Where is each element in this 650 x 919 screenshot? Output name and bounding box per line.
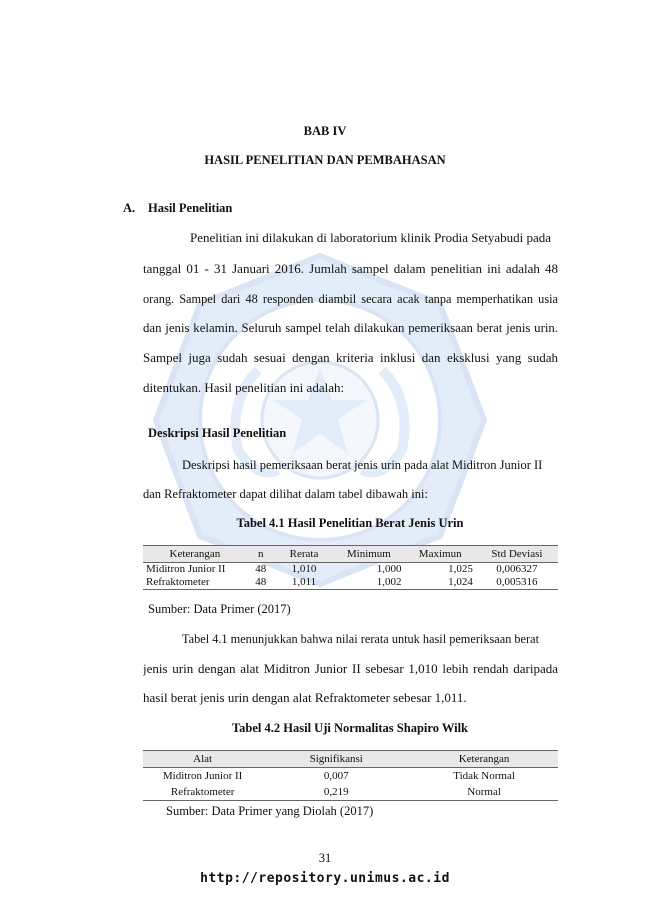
table-cell: 0,219: [262, 784, 410, 801]
table-row: [143, 563, 558, 577]
table-row: [143, 784, 558, 801]
table-row: [143, 768, 558, 785]
table-cell: 1,025: [448, 563, 473, 575]
table-cell: 0,005316: [476, 576, 558, 590]
table1-caption: Tabel 4.1 Hasil Penelitian Berat Jenis Urin: [236, 516, 464, 530]
chapter-number: BAB IV: [303, 124, 347, 138]
table-cell: 0,006327: [496, 563, 538, 575]
table-cell: 1,024: [405, 576, 476, 590]
paragraph-line: Sampel juga sudah sesuai dengan kriteria inklusi dan eksklusi yang sudah: [143, 350, 558, 365]
repository-url: http://repository.unimus.ac.id: [200, 871, 450, 886]
table-cell: Normal: [410, 784, 558, 801]
column-header: Std Deviasi: [476, 546, 558, 563]
paragraph-line: dan Refraktometer dapat dilihat dalam tabel dibawah ini:: [143, 487, 428, 501]
paragraph-line: jenis urin dengan alat Miditron Junior II sebesar 1,010 lebih rendah daripada: [143, 661, 558, 676]
table-cell: Miditron Junior II: [162, 770, 243, 782]
table-cell: Refraktometer: [143, 784, 262, 801]
paragraph-line: Penelitian ini dilakukan di laboratorium klinik Prodia Setyabudi pada: [190, 230, 552, 245]
column-header: Keterangan: [143, 546, 247, 563]
column-header: Rerata: [275, 546, 333, 563]
chapter-title: HASIL PENELITIAN DAN PEMBAHASAN: [204, 153, 446, 167]
table-cell: 1,010: [291, 563, 317, 575]
table-cell: 48: [247, 576, 275, 590]
column-header: Minimum: [333, 546, 404, 563]
paragraph-line: orang. Sampel dari 48 responden diambil secara acak tanpa memperhatikan usia: [143, 292, 558, 306]
table-cell: 1,002: [333, 576, 404, 590]
column-header: n: [247, 546, 275, 563]
page-number: 31: [318, 851, 332, 865]
table-cell: 0,007: [323, 770, 349, 782]
table-cell: 1,000: [376, 563, 402, 575]
results-table: [143, 545, 558, 590]
table-row: [143, 576, 558, 590]
table-cell: 48: [255, 563, 267, 575]
table-cell: Refraktometer: [143, 576, 247, 590]
table-header-row: [143, 751, 558, 768]
column-header: Maximun: [405, 546, 476, 563]
paragraph-line: ditentukan. Hasil penelitian ini adalah:: [143, 380, 345, 395]
table2-caption: Tabel 4.2 Hasil Uji Normalitas Shapiro Wilk: [231, 721, 469, 735]
paragraph-line: dan jenis kelamin. Seluruh sampel telah dilakukan pemeriksaan berat jenis urin.: [143, 321, 558, 335]
paragraph-line: hasil berat jenis urin dengan alat Refraktometer sebesar 1,011.: [143, 690, 467, 705]
column-header: Alat: [143, 751, 262, 768]
column-header: Signifikansi: [262, 751, 410, 768]
paragraph-line: tanggal 01 - 31 Januari 2016. Jumlah sampel dalam penelitian ini adalah 48: [143, 261, 558, 276]
table2-source: Sumber: Data Primer yang Diolah (2017): [166, 804, 374, 818]
table1-source: Sumber: Data Primer (2017): [148, 602, 291, 616]
paragraph-line: Deskripsi hasil pemeriksaan berat jenis urin pada alat Miditron Junior II: [182, 458, 543, 472]
normality-table: [143, 750, 558, 801]
table-cell: Miditron Junior II: [146, 563, 226, 575]
section-title: Hasil Penelitian: [148, 201, 233, 215]
section-label: A.: [123, 201, 136, 215]
subsection-title: Deskripsi Hasil Penelitian: [148, 426, 287, 440]
paragraph-line: Tabel 4.1 menunjukkan bahwa nilai rerata untuk hasil pemeriksaan berat: [182, 632, 539, 646]
table-cell: Tidak Normal: [453, 770, 515, 782]
table-cell: 1,011: [275, 576, 333, 590]
column-header: Keterangan: [410, 751, 558, 768]
table-header-row: [143, 546, 558, 563]
